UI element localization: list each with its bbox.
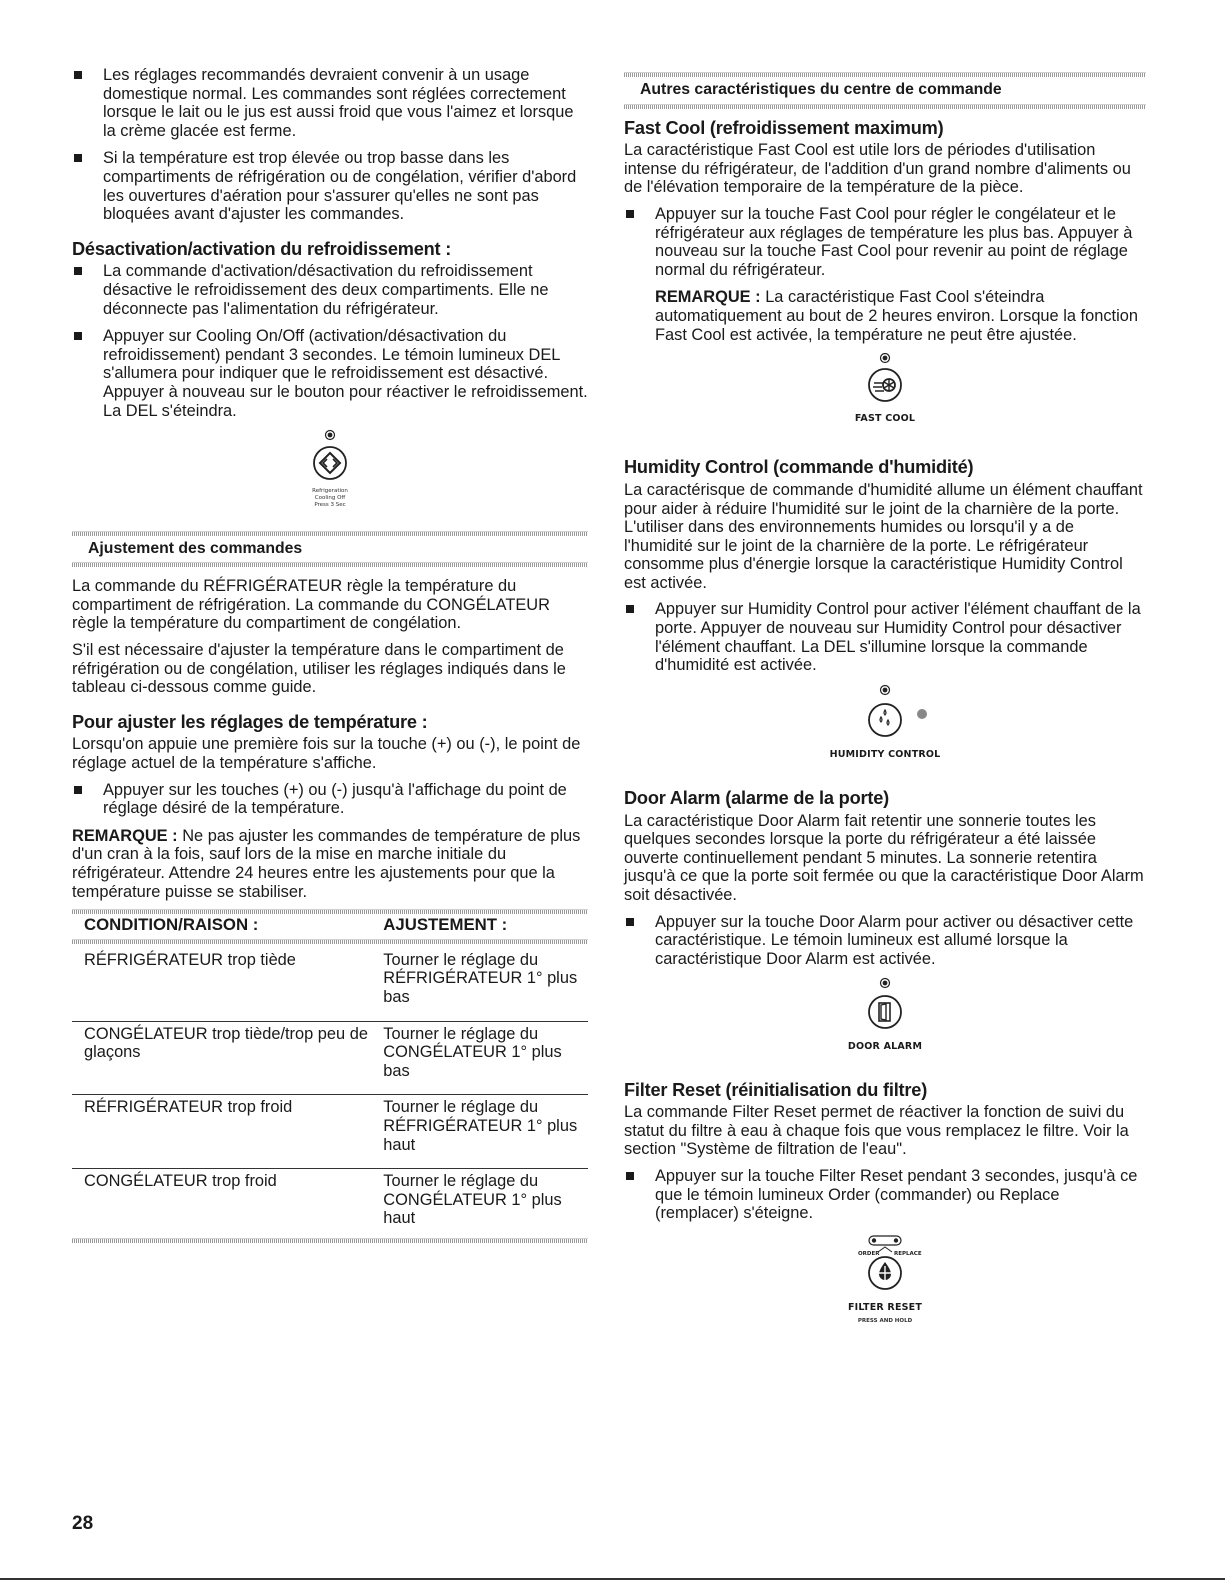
table-cell: Tourner le réglage du CONGÉLATEUR 1° plus bas (371, 1021, 588, 1095)
list-item: Si la température est trop élevée ou trop basse dans les compartiments de réfrigération ou de congélation, vérifier d'abord les ouvertures d'aération pour s'assurer qu'elles ne sont pas bloquées avant d'ajuster les commandes. (72, 149, 588, 223)
table-cell: CONGÉLATEUR trop froid (84, 1172, 277, 1191)
paragraph: La commande Filter Reset permet de réactiver la fonction de suivi du statut du filtre à eau à chaque fois que vous remplacez le filtre. Voir la section "Système de filtration de l'eau". (624, 1103, 1129, 1159)
table-header: AJUSTEMENT : (383, 915, 508, 935)
divider (72, 939, 588, 944)
list-item: Appuyer sur les touches (+) ou (-) jusqu'à l'affichage du point de réglage désiré de la température. (72, 781, 588, 818)
list-item: La commande d'activation/désactivation du refroidissement désactive le refroidissement des deux compartiments. Elle ne déconnecte pas l'alimentation du réfrigérateur. (72, 262, 588, 318)
adjustment-table (72, 914, 588, 1242)
table-header: CONDITION/RAISON : (84, 915, 259, 935)
humidity-control-label: HUMIDITY CONTROL (829, 749, 941, 761)
replace-label: REPLACE (894, 1250, 922, 1257)
fast-cool-icon (865, 353, 905, 403)
humidity-heading: Humidity Control (commande d'humidité) (624, 457, 974, 478)
door-alarm-label: DOOR ALARM (847, 1040, 923, 1052)
table-cell: Tourner le réglage du RÉFRIGÉRATEUR 1° plus bas (371, 948, 588, 1021)
filter-reset-sublabel: PRESS AND HOLD (857, 1317, 913, 1324)
door-alarm-heading: Door Alarm (alarme de la porte) (624, 788, 889, 809)
paragraph: S'il est nécessaire d'ajuster la température dans le compartiment de réfrigération ou de congélation, utiliser les réglages indiqués dans le tableau ci-dessous comme guide. (72, 641, 566, 697)
humidity-control-icon (840, 684, 930, 740)
order-label: ORDER (858, 1250, 880, 1257)
paragraph: Lorsqu'on appuie une première fois sur la touche (+) ou (-), le point de réglage actuel de la température s'affiche. (72, 735, 581, 773)
remark: REMARQUE : Ne pas ajuster les commandes de température de plus d'un cran à la fois, sauf lors de la mise en marche initiale du réfrigérateur. Attendre 24 heures entre les ajustements pour que la température puisse se stabiliser. (72, 826, 581, 901)
paragraph: La commande du RÉFRIGÉRATEUR règle la température du compartiment de réfrigération. La commande du CONGÉLATEUR règle la température du compartiment de congélation. (72, 577, 550, 633)
table-row (72, 948, 588, 1021)
filter-reset-heading: Filter Reset (réinitialisation du filtre) (624, 1079, 928, 1100)
paragraph: La caractéristique Fast Cool est utile lors de périodes d'utilisation intense du réfrigérateur, de l'addition d'un grand nombre d'aliments ou de l'élévation temporaire de la température de la pièce. (624, 141, 1131, 197)
filter-reset-icon-block (624, 1235, 1146, 1325)
temp-heading: Pour ajuster les réglages de température : (72, 711, 428, 732)
paragraph: La caractéristique Door Alarm fait retentir une sonnerie toutes les quelques secondes lorsque la porte du réfrigérateur a été laissée ouverte continuellement pendant 5 minutes. La sonnerie retentira jusqu'à ce que la porte soit fermée ou que la caractéristique Door Alarm soit désactivée. (624, 811, 1144, 904)
list-item: Appuyer sur la touche Fast Cool pour régler le congélateur et le réfrigérateur aux réglages de température les plus bas. Appuyer à nouveau sur la touche Fast Cool pour revenir au point de réglage normal du réfrigérateur. (624, 205, 1146, 279)
list-item: Les réglages recommandés devraient convenir à un usage domestique normal. Les commandes sont réglées correctement lorsque le lait ou le jus est aussi froid que vous l'aimez et lorsque la crème glacée est ferme. (72, 66, 588, 140)
door-alarm-icon (865, 977, 905, 1031)
table-row (72, 1021, 588, 1095)
page-bottom-rule (0, 1578, 1225, 1580)
table-row (72, 1169, 588, 1242)
table-row (72, 1095, 588, 1169)
fastcool-heading: Fast Cool (refroidissement maximum) (624, 117, 944, 138)
table-header-row (72, 914, 588, 939)
table-cell: RÉFRIGÉRATEUR trop tiède (72, 948, 371, 1021)
cooling-onoff-icon-block (72, 429, 588, 509)
divider (72, 531, 588, 536)
table-cell: Tourner le réglage du CONGÉLATEUR 1° plus haut (383, 1172, 562, 1228)
fast-cool-label: FAST COOL (854, 412, 916, 424)
divider (624, 72, 1146, 77)
table-cell: CONGÉLATEUR trop tiède/trop peu de glaçons (72, 1021, 371, 1095)
list-item: Appuyer sur Cooling On/Off (activation/désactivation du refroidissement) pendant 3 secondes. Le témoin lumineux DEL s'allumera pour indiquer que le refroidissement est désactivé. Appuyer à nouveau sur le bouton pour réactiver le refroidissement. La DEL s'éteindra. (72, 327, 588, 420)
divider (624, 104, 1146, 109)
features-section-title: Autres caractéristiques du centre de commande (640, 81, 1002, 98)
fast-cool-icon-block (624, 353, 1146, 428)
list-item: Appuyer sur la touche Door Alarm pour activer ou désactiver cette caractéristique. Le témoin lumineux est allumé lorsque la caractéristique Door Alarm est activée. (624, 913, 1146, 969)
remark: REMARQUE : La caractéristique Fast Cool s'éteindra automatiquement au bout de 2 heures environ. Lorsque la fonction Fast Cool est activée, la température ne peut être ajustée. (655, 288, 1138, 344)
divider (72, 562, 588, 567)
table-cell: RÉFRIGÉRATEUR trop froid (72, 1095, 371, 1169)
humidity-control-icon-block (624, 684, 1146, 765)
left-column (72, 66, 588, 1243)
cooling-heading: Désactivation/activation du refroidissement : (72, 238, 452, 259)
list-item: Appuyer sur la touche Filter Reset pendant 3 secondes, jusqu'à ce que le témoin lumineux Order (commander) ou Replace (remplacer) s'éteigne. (624, 1167, 1146, 1223)
filter-reset-icon (840, 1235, 930, 1293)
right-column (624, 72, 1146, 1335)
divider (72, 1238, 588, 1243)
list-item: Appuyer sur Humidity Control pour activer l'élément chauffant de la porte. Appuyer de nouveau sur Humidity Control pour désactiver l'élément chauffant. La DEL s'illumine lorsque la commande d'humidité est activée. (624, 600, 1146, 674)
table-cell: Tourner le réglage du RÉFRIGÉRATEUR 1° plus haut (371, 1095, 588, 1169)
paragraph: La caractérisque de commande d'humidité allume un élément chauffant pour aider à réduire l'humidité sur le joint de la charnière de la porte. L'utiliser dans des environnements humides ou lorsqu'il y a de l'humidité sur le joint de la charnière de la porte. Le réfrigérateur consomme plus d'énergie lorsque la caractéristique Humidity Control est activée. (624, 480, 1143, 592)
cooling-onoff-icon (310, 429, 350, 483)
cooling-icon-caption: Refrigeration Cooling Off Press 3 Sec (312, 487, 348, 508)
page-number: 28 (72, 1513, 94, 1534)
door-alarm-icon-block (624, 977, 1146, 1056)
adjust-section-title: Ajustement des commandes (88, 539, 303, 557)
filter-reset-label: FILTER RESET (847, 1302, 923, 1314)
